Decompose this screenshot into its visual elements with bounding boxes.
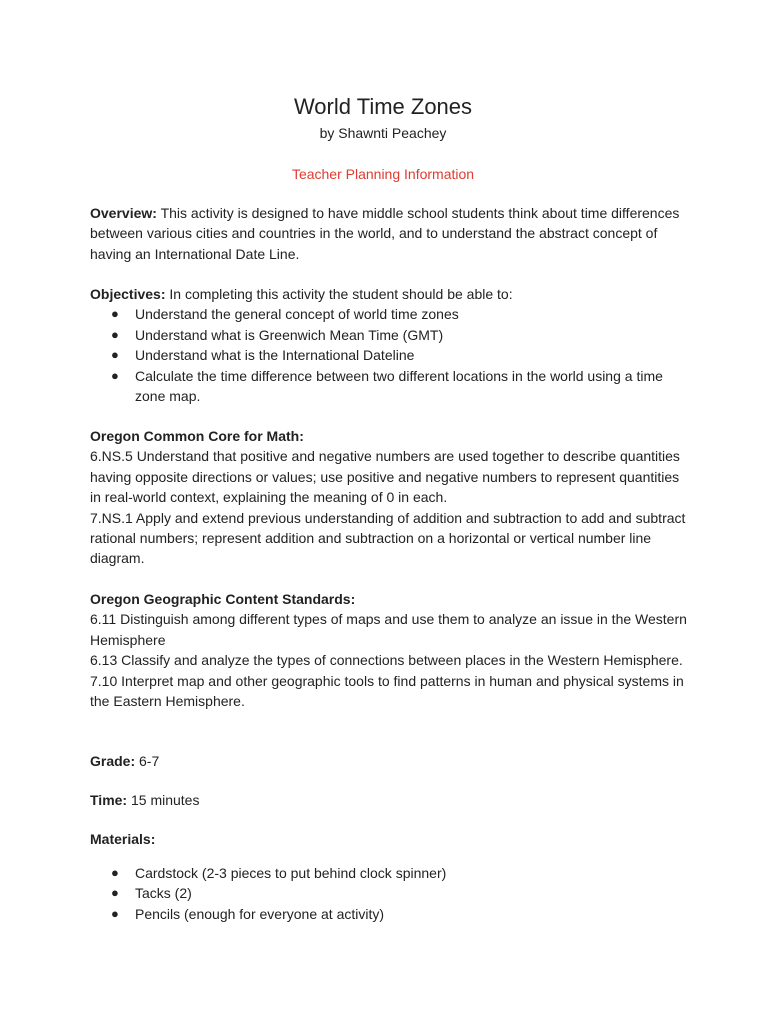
materials-list <box>90 863 690 924</box>
overview-paragraph <box>90 203 690 264</box>
list-item <box>90 863 680 883</box>
grade-section <box>90 751 690 771</box>
math-standard: 7.NS.1 Apply and extend previous understanding of addition and subtraction to add and subtract rational numbers; represent addition and subtraction on a horizontal or vertical number line diagram. <box>90 509 686 567</box>
list-item <box>90 366 680 407</box>
geo-standard: 7.10 Interpret map and other geographic tools to find patterns in human and physical systems in the Eastern Hemisphere. <box>90 672 684 710</box>
list-item <box>90 304 680 324</box>
section-subtitle: Teacher Planning Information <box>291 166 475 182</box>
material-text: Pencils (enough for everyone at activity) <box>135 905 385 922</box>
math-standard: 6.NS.5 Understand that positive and negative numbers are used together to describe quantities having opposite directions or values; use positive and negative numbers to represent quantities in real-world context, explaining the meaning of 0 in each. <box>90 448 680 506</box>
time-label: Time: <box>90 792 128 808</box>
objectives-list <box>90 304 690 406</box>
materials-list-wrap <box>90 863 690 924</box>
bullet-icon: ● <box>111 326 119 342</box>
bullet-icon: ● <box>111 367 119 383</box>
bullet-icon: ● <box>111 306 119 322</box>
math-heading: Oregon Common Core for Math: <box>90 428 304 444</box>
list-item <box>90 883 680 903</box>
bullet-icon: ● <box>111 905 119 921</box>
objectives-section <box>90 284 690 406</box>
time-value: 15 minutes <box>127 792 200 808</box>
geo-heading: Oregon Geographic Content Standards: <box>90 591 356 607</box>
objectives-intro <box>90 284 690 304</box>
list-item <box>90 345 680 365</box>
objective-text: Understand what is Greenwich Mean Time (GMT) <box>135 326 444 343</box>
objective-text: Understand the general concept of world time zones <box>135 306 459 323</box>
objective-text: Calculate the time difference between two different locations in the world using a time zone map. <box>135 367 663 405</box>
overview-text: This activity is designed to have middle school students think about time differences between various cities and countries in the world, and to understand the abstract concept of having an International Date Line. <box>90 205 680 262</box>
material-text: Cardstock (2-3 pieces to put behind clock spinner) <box>135 865 447 881</box>
materials-section <box>90 829 690 849</box>
material-text: Tacks (2) <box>135 885 192 902</box>
materials-label: Materials: <box>90 831 156 847</box>
list-item <box>90 325 680 345</box>
geo-standard: 6.11 Distinguish among different types of maps and use them to analyze an issue in the Western Hemisphere <box>90 611 687 648</box>
author-byline: by Shawnti Peachey <box>319 125 447 141</box>
document-title: World Time Zones <box>293 94 473 119</box>
list-item <box>90 904 680 924</box>
objectives-label: Objectives: <box>90 286 166 302</box>
time-section <box>90 790 690 810</box>
overview-section <box>90 203 690 264</box>
grade-label: Grade: <box>90 753 136 769</box>
grade-value: 6-7 <box>135 753 160 769</box>
grade-line <box>90 751 690 771</box>
objectives-intro-text: In completing this activity the student should be able to: <box>165 286 513 302</box>
objective-text: Understand what is the International Dateline <box>135 347 415 364</box>
overview-label: Overview: <box>90 205 157 221</box>
bullet-icon: ● <box>111 347 119 363</box>
math-standards-section <box>90 426 690 569</box>
geo-standard: 6.13 Classify and analyze the types of connections between places in the Western Hemisphere. <box>90 652 683 669</box>
geo-standards-section <box>90 589 690 711</box>
time-line <box>90 790 690 810</box>
bullet-icon: ● <box>111 885 119 901</box>
bullet-icon: ● <box>111 865 119 880</box>
